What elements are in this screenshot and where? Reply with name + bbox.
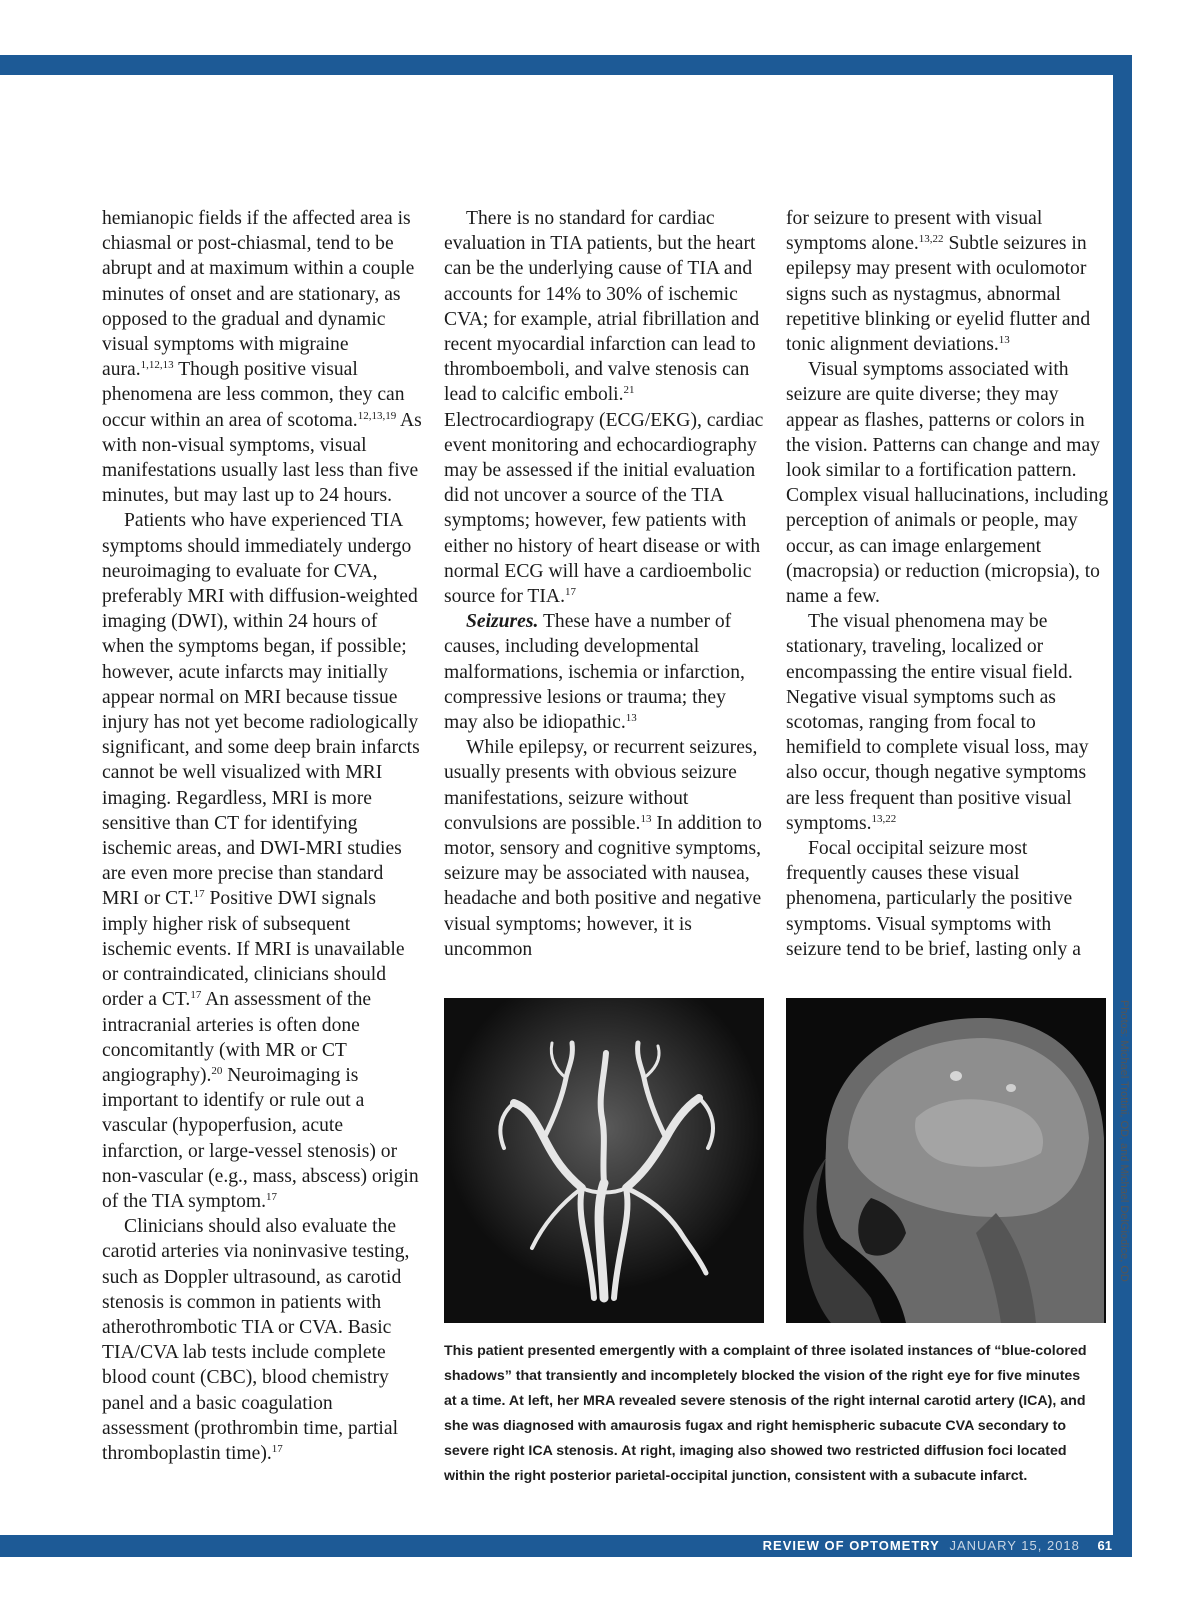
mra-image	[444, 998, 764, 1323]
reference: 17	[266, 1190, 278, 1203]
paragraph: Visual symptoms associated with seizure are quite diverse; they may appear as flashes, patterns or colors in the vision. Patterns can change and may look similar to a fortification pattern. Complex visual hallucinations, including perception of animals or people, may occur, as can image enlargement (macropsia) or reduction (micropsia), to name a few.	[786, 359, 1109, 608]
reference: 13	[998, 334, 1010, 347]
reference: 12,13,19	[357, 409, 397, 422]
reference: 21	[623, 384, 635, 397]
article-column-3	[786, 206, 1111, 962]
reference: 17	[193, 888, 205, 901]
paragraph: Seizures. These have a number of causes, including developmental malformations, ischemia or infarction, compressive lesions or trauma; they may also be idiopathic.$^{13}$	[444, 611, 745, 734]
reference: 13	[640, 812, 652, 825]
photo-credit: Photos: Michael Trottini, OD, and Michael DelGiodice, OD	[1118, 1000, 1130, 1282]
paragraph: There is no standard for cardiac evaluation in TIA patients, but the heart can be the underlying cause of TIA and accounts for 14% to 30% of ischemic CVA; for example, atrial fibrillation and recent myocardial infarction can lead to thromboemboli, and valve stenosis can lead to calcific emboli.$^{21}$ Electrocardiograpy (ECG/EKG), cardiac event monitoring and echocardiography may be assessed if the initial evaluation did not uncover a source of the TIA symptoms; however, few patients with either no history of heart disease or with normal ECG will have a cardioembolic source for TIA.$^{17}$	[444, 208, 764, 608]
paragraph: for seizure to present with visual symptoms alone.$^{13,22}$ Subtle seizures in epilepsy may present with oculomotor signs such as nystagmus, abnormal repetitive blinking or eyelid flutter and tonic alignment deviations.$^{13}$	[786, 208, 1091, 356]
reference: 13,22	[918, 233, 944, 246]
paragraph: hemianopic fields if the affected area is chiasmal or post-chiasmal, tend to be abrupt and at maximum within a couple minutes of onset and are stationary, as opposed to the gradual and dynamic visual symptoms with migraine aura.$^{1,12,13}$ Though positive visual phenomena are less common, they can occur within an area of scotoma.$^{12,13,19}$ As with non-visual symptoms, visual manifestations usually last less than five minutes, but may last up to 24 hours.	[102, 208, 422, 507]
paragraph: While epilepsy, or recurrent seizures, usually presents with obvious seizure manifestations, seizure without convulsions are possible.$^{13}$ In addition to motor, sensory and cognitive symptoms, seizure may be associated with nausea, headache and both positive and negative visual symptoms; however, it is uncommon	[444, 737, 762, 960]
article-column-1	[102, 206, 422, 1466]
page-footer	[763, 1535, 1112, 1557]
reference: 20	[211, 1064, 223, 1077]
reference: 17	[564, 586, 576, 599]
top-accent-bar	[0, 55, 1132, 75]
paragraph: The visual phenomena may be stationary, traveling, localized or encompassing the entire visual field. Negative visual symptoms such as scotomas, ranging from focal to hemifield to complete visual loss, may also occur, though negative symptoms are less frequent than positive visual symptoms.$^{13,22}$	[786, 611, 1089, 834]
reference: 13,22	[871, 812, 897, 825]
paragraph: Patients who have experienced TIA symptoms should immediately undergo neuroimaging to evaluate for CVA, preferably MRI with diffusion-weighted imaging (DWI), within 24 hours of when the symptoms began, if possible; however, acute infarcts may initially appear normal on MRI because tissue injury has not yet become radiologically significant, and some deep brain infarcts cannot be well visualized with MRI imaging. Regardless, MRI is more sensitive than CT for identifying ischemic areas, and DWI-MRI studies are even more precise than standard MRI or CT.$^{17}$ Positive DWI signals imply higher risk of subsequent ischemic events. If MRI is unavailable or contraindicated, clinicians should order a CT.$^{17}$ An assessment of the intracranial arteries is often done concomitantly (with MR or CT angiography).$^{20}$ Neuroimaging is important to identify or rule out a vascular (hypoperfusion, acute infarction, or large-vessel stenosis) or non-vascular (e.g., mass, abscess) origin of the TIA symptom.$^{17}$	[102, 510, 420, 1212]
page-number: 61	[1097, 1538, 1112, 1553]
reference: 17	[271, 1442, 283, 1455]
issue-date: JANUARY 15, 2018	[949, 1538, 1080, 1553]
figure-caption: This patient presented emergently with a complaint of three isolated instances of “blue-colored shadows” that transiently and incompletely blocked the vision of the right eye for five minutes at a time. At left, her MRA revealed severe stenosis of the right internal carotid artery (ICA), and she was diagnosed with amaurosis fugax and right hemispheric subacute CVA secondary to severe right ICA stenosis. At right, imaging also showed two restricted diffusion foci located within the right posterior parietal-occipital junction, consistent with a subacute infarct.	[444, 1343, 1087, 1484]
section-heading: Seizures.	[466, 611, 539, 633]
brain-mri-image	[786, 998, 1106, 1323]
paragraph: Clinicians should also evaluate the carotid arteries via noninvasive testing, such as Doppler ultrasound, as carotid stenosis is common in patients with atherothrombotic TIA or CVA. Basic TIA/CVA lab tests include complete blood count (CBC), blood chemistry panel and a basic coagulation assessment (prothrombin time, partial thromboplastin time).$^{17}$	[102, 1216, 410, 1464]
publication-name: REVIEW OF OPTOMETRY	[762, 1538, 940, 1553]
mri-drawing	[786, 998, 1106, 1323]
article-column-2	[444, 206, 764, 962]
mra-drawing	[444, 998, 764, 1323]
right-accent-bar	[1113, 55, 1132, 1535]
reference: 13	[625, 712, 637, 725]
paragraph: Focal occipital seizure most frequently causes these visual phenomena, particularly the positive symptoms. Visual symptoms with seizure tend to be brief, lasting only a	[786, 838, 1081, 960]
reference: 17	[190, 989, 202, 1002]
reference: 1,12,13	[140, 359, 174, 372]
